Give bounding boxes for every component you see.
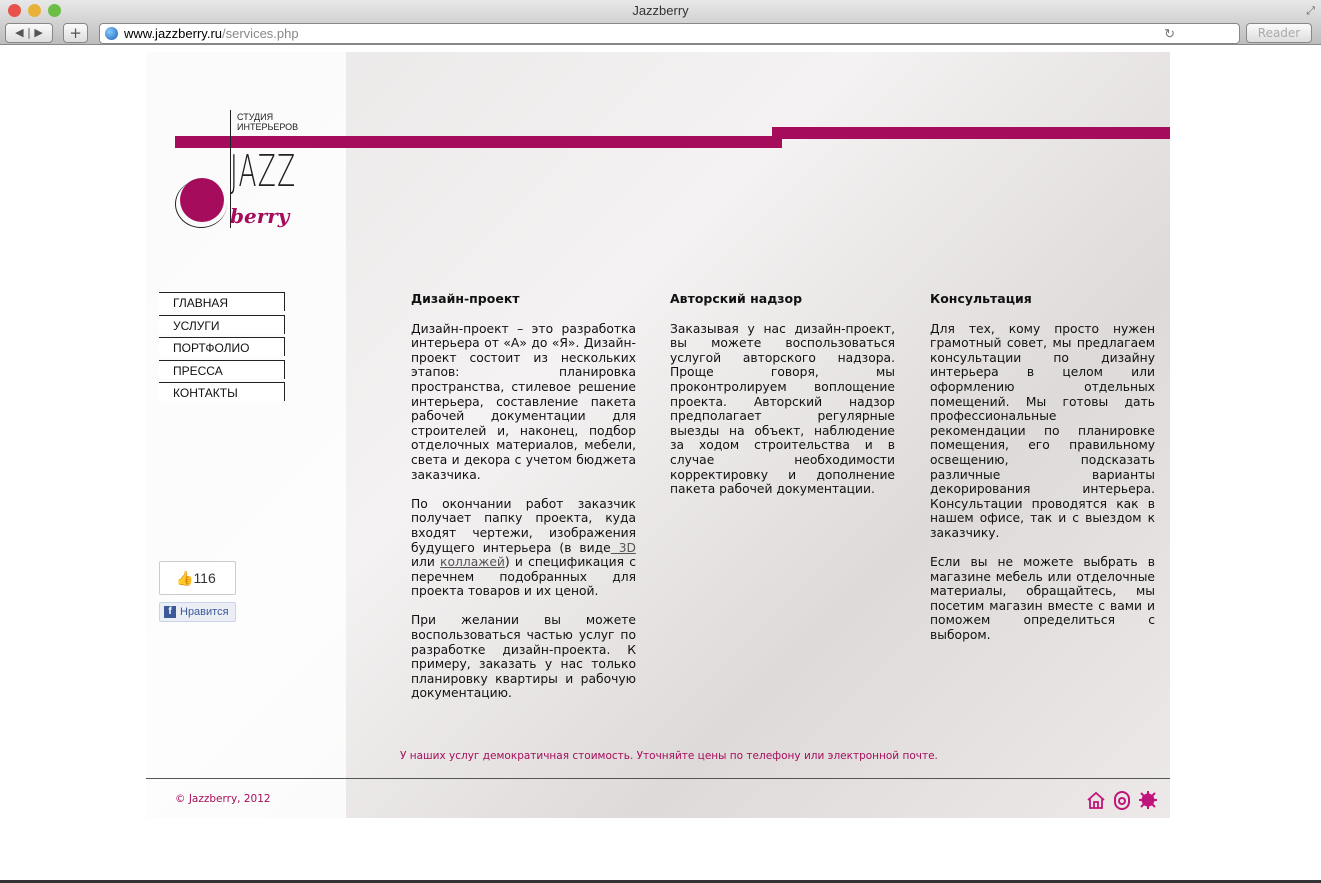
logo-subtext: berry: [230, 204, 290, 228]
column-design-project: [411, 292, 636, 716]
back-forward-buttons[interactable]: ◀ | ▶: [5, 23, 53, 43]
facebook-icon: f: [164, 606, 176, 618]
section-title: Дизайн-проект: [411, 291, 520, 306]
paragraph: По окончании работ заказчик получает папку проекта, куда входят чертежи, изображения будущего интерьера (в виде 3D или коллажей) и спецификация с перечнем подобранных для проекта товаров и их ценой.: [411, 496, 636, 599]
accent-bar-right: [772, 127, 1170, 139]
window-titlebar: [0, 0, 1321, 22]
window-title: Jazzberry: [632, 3, 689, 18]
footer-divider: [146, 778, 1170, 779]
like-count-box: [159, 561, 236, 595]
thumbs-up-icon: 👍: [176, 570, 194, 586]
back-icon[interactable]: ◀: [15, 26, 24, 39]
paragraph: Дизайн-проект – это разработка интерьера от «А» до «Я». Дизайн-проект состоит из нескольких этапов: планировка пространства, стилевое решение интерьера, составление пакета рабочей документации для строителей и, наконец, подбор отделочных материалов, мебели, света и декора с учетом бюджета заказчика.: [411, 321, 636, 482]
nav-portfolio[interactable]: ПОРТФОЛИО: [159, 337, 285, 356]
section-title: Консультация: [930, 291, 1032, 306]
nav-kontakty[interactable]: КОНТАКТЫ: [159, 382, 285, 401]
close-window-button[interactable]: [8, 4, 21, 17]
reader-button[interactable]: Reader: [1246, 23, 1312, 43]
copyright: © Jazzberry, 2012: [175, 793, 271, 805]
splash-icon[interactable]: [1138, 790, 1158, 810]
section-title: Авторский надзор: [670, 291, 803, 306]
globe-icon: [105, 27, 118, 40]
paragraph: При желании вы можете воспользоваться частью услуг по разработке дизайн-проекта. К примеру, заказать у нас только планировку квартиры и рабочую документацию.: [411, 613, 636, 701]
column-author-supervision: [670, 292, 895, 511]
home-icon[interactable]: [1086, 790, 1106, 810]
nav-glavnaya[interactable]: ГЛАВНАЯ: [159, 292, 285, 311]
like-count: 116: [193, 570, 216, 586]
forward-icon[interactable]: ▶: [34, 26, 43, 39]
new-tab-button[interactable]: +: [63, 23, 88, 43]
page-content: [146, 52, 1170, 818]
url-domain: www.jazzberry.ru: [124, 26, 223, 41]
logo-tagline: СТУДИЯ: [237, 112, 274, 122]
browser-toolbar: [0, 22, 1321, 45]
link-collages[interactable]: коллажей: [440, 555, 505, 570]
logo-text: JAZZ: [230, 146, 297, 197]
url-path: /services.php: [222, 26, 299, 41]
logo-tagline: ИНТЕРЬЕРОВ: [237, 122, 299, 132]
email-icon[interactable]: [1112, 790, 1132, 810]
nav-pressa[interactable]: ПРЕССА: [159, 360, 285, 379]
facebook-like-button[interactable]: [159, 602, 236, 622]
address-bar[interactable]: [99, 23, 1240, 44]
minimize-window-button[interactable]: [28, 4, 41, 17]
link-3d[interactable]: 3D: [610, 540, 636, 555]
paragraph: Если вы не можете выбрать в магазине мебель или отделочные материалы, обращайтесь, мы посетим магазин вместе с вами и поможем определиться с выбором.: [930, 555, 1155, 643]
reload-icon[interactable]: ↻: [1164, 26, 1175, 41]
nav-uslugi[interactable]: УСЛУГИ: [159, 315, 285, 334]
like-label: Нравится: [180, 606, 229, 618]
column-consultation: [930, 292, 1155, 657]
zoom-window-button[interactable]: [48, 4, 61, 17]
pricing-notice: У наших услуг демократичная стоимость. Уточняйте цены по телефону или электронной почте.: [400, 750, 938, 762]
fullscreen-icon[interactable]: ⤢: [1306, 5, 1315, 17]
logo[interactable]: [174, 110, 304, 260]
paragraph: Заказывая у нас дизайн-проект, вы можете воспользоваться услугой авторского надзора. Проще говоря, мы проконтролируем воплощение проекта. Авторский надзор предполагает регулярные выезды на объект, наблюдение за ходом строительства и в случае необходимости корректировку и дополнение пакета рабочей документации.: [670, 321, 895, 497]
paragraph: Для тех, кому просто нужен грамотный совет, мы предлагаем консультации по дизайну интерьера в целом или оформлению отдельных помещений. Мы готовы дать профессиональные рекомендации по планировке помещения, его правильному освещению, подсказать различные варианты декорирования интерьера. Консультации проводятся как в нашем офисе, так и с выездом к заказчику.: [930, 321, 1155, 540]
